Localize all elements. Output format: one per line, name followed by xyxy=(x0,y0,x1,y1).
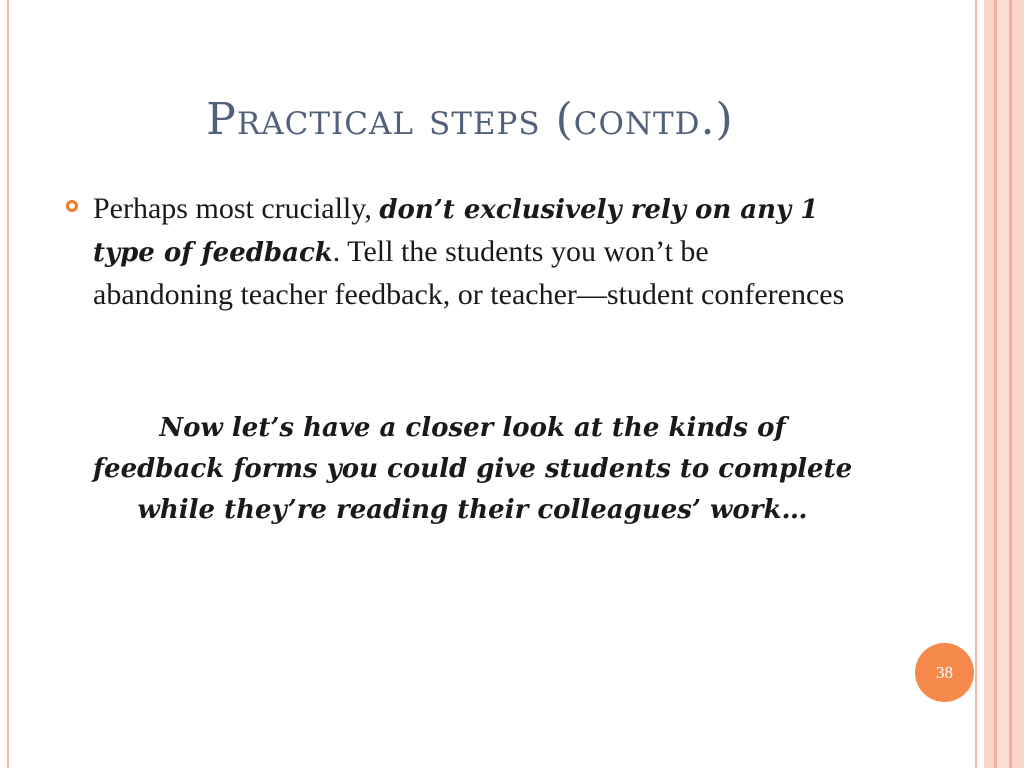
right-border-stripe xyxy=(997,0,1009,768)
right-border-stripe xyxy=(1012,0,1024,768)
right-border-stripe xyxy=(975,0,977,768)
bullet-rest-text: . Tell the students you won’t be abandoning teacher feedback, or teacher—student conferences xyxy=(93,235,845,311)
bullet-text xyxy=(93,188,856,315)
bullet-item xyxy=(66,188,856,315)
slide-title: Practical steps (contd.) xyxy=(206,94,734,145)
bullet-lead-text: Perhaps most crucially, xyxy=(93,192,380,225)
closing-statement: Now let’s have a closer look at the kinds of feedback forms you could give students to complete while they’re reading their colleagues’ work… xyxy=(92,413,853,525)
bullet-emphasis-text: don’t exclusively rely on any 1 type of feedback xyxy=(93,195,819,268)
bullet-circle-icon xyxy=(66,200,78,212)
right-border-stripe xyxy=(984,0,994,768)
page-number-badge: 38 xyxy=(915,643,974,702)
